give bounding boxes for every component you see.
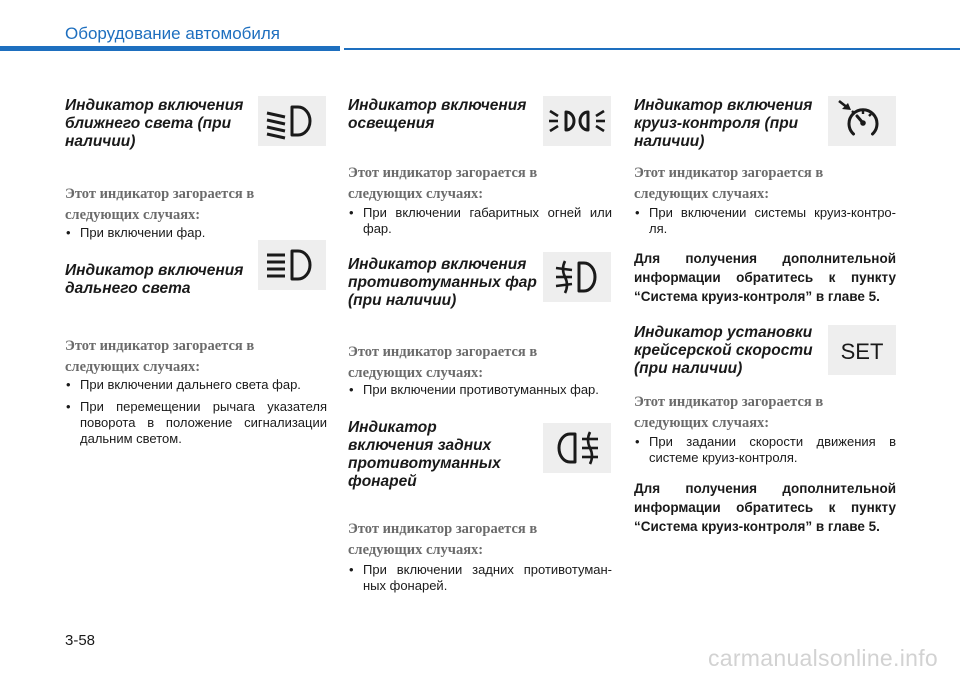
cruise-bullets — [634, 205, 896, 237]
low-beam-title: Индикатор включения ближнего света (при наличии) — [65, 97, 244, 150]
rear-fog-bullets — [348, 562, 612, 594]
position-lights-title: Индикатор включения освещения — [348, 97, 527, 132]
list-item: • При перемещении рычага указателя поворота в положение сигнализации дальним светом. — [65, 399, 327, 447]
set-icon-label: SET — [840, 339, 884, 364]
cruise-set-note: Для получения дополнительной информации обратитесь к пункту “Система круиз-контроля” в главе 5. — [634, 481, 896, 534]
rear-fog-icon — [543, 423, 611, 473]
set-icon — [828, 325, 896, 375]
cruise-set-bullets — [634, 434, 896, 466]
section-title: Оборудование автомобиля — [65, 24, 281, 43]
cruise-set-title: Индикатор установки крейсерской скорости (при наличии) — [634, 324, 813, 377]
header-rule-thick — [0, 46, 340, 51]
front-fog-title: Индикатор включения противотуманных фар (при наличии) — [348, 256, 537, 309]
position-lights-bullets — [348, 205, 612, 237]
list-item: • При включении системы круиз-контро-ля. — [634, 205, 896, 237]
front-fog-bullets — [348, 382, 612, 398]
cruise-control-icon — [828, 96, 896, 146]
high-beam-subheading: Этот индикатор загорается в следующих случаях: — [65, 338, 255, 375]
header-rule-thin — [344, 48, 960, 50]
low-beam-icon — [258, 96, 326, 146]
list-item: • При включении противотуманных фар. — [348, 382, 612, 398]
cruise-set-subheading: Этот индикатор загорается в следующих случаях: — [634, 394, 824, 431]
high-beam-bullets — [65, 377, 327, 447]
low-beam-subheading: Этот индикатор загорается в следующих случаях: — [65, 186, 255, 223]
list-item: • При включении фар. — [65, 225, 327, 241]
low-beam-bullets — [65, 225, 327, 241]
list-item: • При задании скорости движения в системе круиз-контроля. — [634, 434, 896, 466]
position-lights-subheading: Этот индикатор загорается в следующих случаях: — [348, 165, 538, 202]
cruise-note: Для получения дополнительной информации обратитесь к пункту “Система круиз-контроля” в главе 5. — [634, 251, 896, 304]
rear-fog-title: Индикатор включения задних противотуманных фонарей — [348, 419, 501, 490]
list-item: • При включении дальнего света фар. — [65, 377, 327, 393]
position-lights-icon — [543, 96, 611, 146]
cruise-title: Индикатор включения круиз-контроля (при наличии) — [634, 97, 813, 150]
high-beam-icon — [258, 240, 326, 290]
watermark: carmanualsonline.info — [707, 645, 938, 671]
cruise-subheading: Этот индикатор загорается в следующих случаях: — [634, 165, 824, 202]
rear-fog-subheading: Этот индикатор загорается в следующих случаях: — [348, 521, 538, 558]
list-item: • При включении габаритных огней или фар. — [348, 205, 612, 237]
page-number: 3-58 — [65, 632, 96, 649]
front-fog-icon — [543, 252, 611, 302]
high-beam-title: Индикатор включения дальнего света — [65, 262, 244, 297]
front-fog-subheading: Этот индикатор загорается в следующих случаях: — [348, 344, 538, 381]
list-item: • При включении задних противотуман-ных фонарей. — [348, 562, 612, 594]
